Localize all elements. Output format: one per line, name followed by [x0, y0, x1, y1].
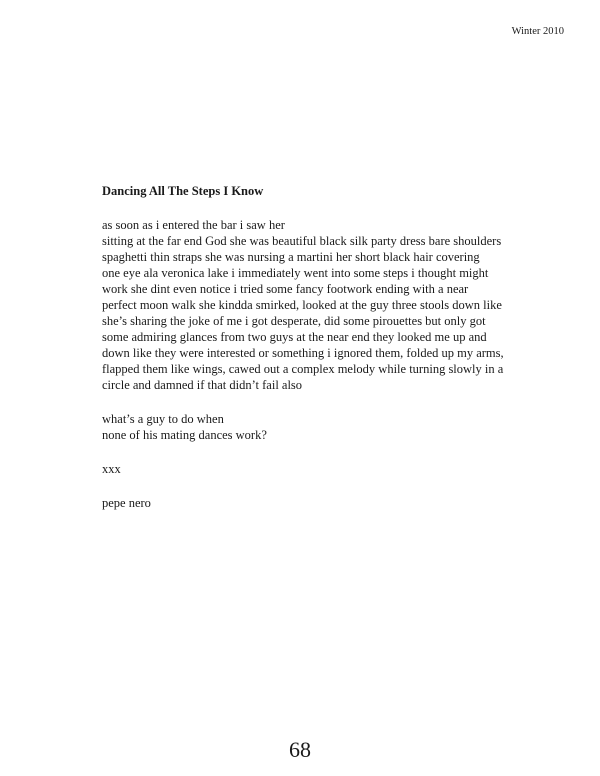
poem-line: down like they were interested or something i ignored them, folded up my arms, [102, 346, 504, 360]
poem-line: perfect moon walk she kindda smirked, looked at the guy three stools down like [102, 298, 502, 312]
poem-line: flapped them like wings, cawed out a complex melody while turning slowly in a [102, 362, 504, 376]
poem-line: she’s sharing the joke of me i got desperate, did some pirouettes but only got [102, 314, 486, 328]
poem-line: spaghetti thin straps she was nursing a martini her short black hair covering [102, 250, 480, 264]
poem-title: Dancing All The Steps I Know [102, 184, 264, 198]
poem-line: one eye ala veronica lake i immediately went into some steps i thought might [102, 266, 489, 280]
poem-line: what’s a guy to do when [102, 412, 224, 426]
author-name: pepe nero [102, 496, 151, 510]
poem-line: sitting at the far end God she was beautiful black silk party dress bare shoulders [102, 234, 502, 248]
issue-label: Winter 2010 [511, 26, 564, 37]
stanza-1 [102, 217, 522, 393]
poem-line: work she dint even notice i tried some fancy footwork ending with a near [102, 282, 469, 296]
poem [102, 184, 522, 529]
poem-line: some admiring glances from two guys at the near end they looked me up and [102, 330, 487, 344]
poem-line: circle and damned if that didn’t fail also [102, 378, 303, 392]
poem-line: none of his mating dances work? [102, 428, 267, 442]
stanza-2 [102, 411, 522, 443]
poem-line: as soon as i entered the bar i saw her [102, 218, 285, 232]
closing-mark: xxx [102, 462, 121, 476]
page-number: 68 [289, 737, 311, 762]
